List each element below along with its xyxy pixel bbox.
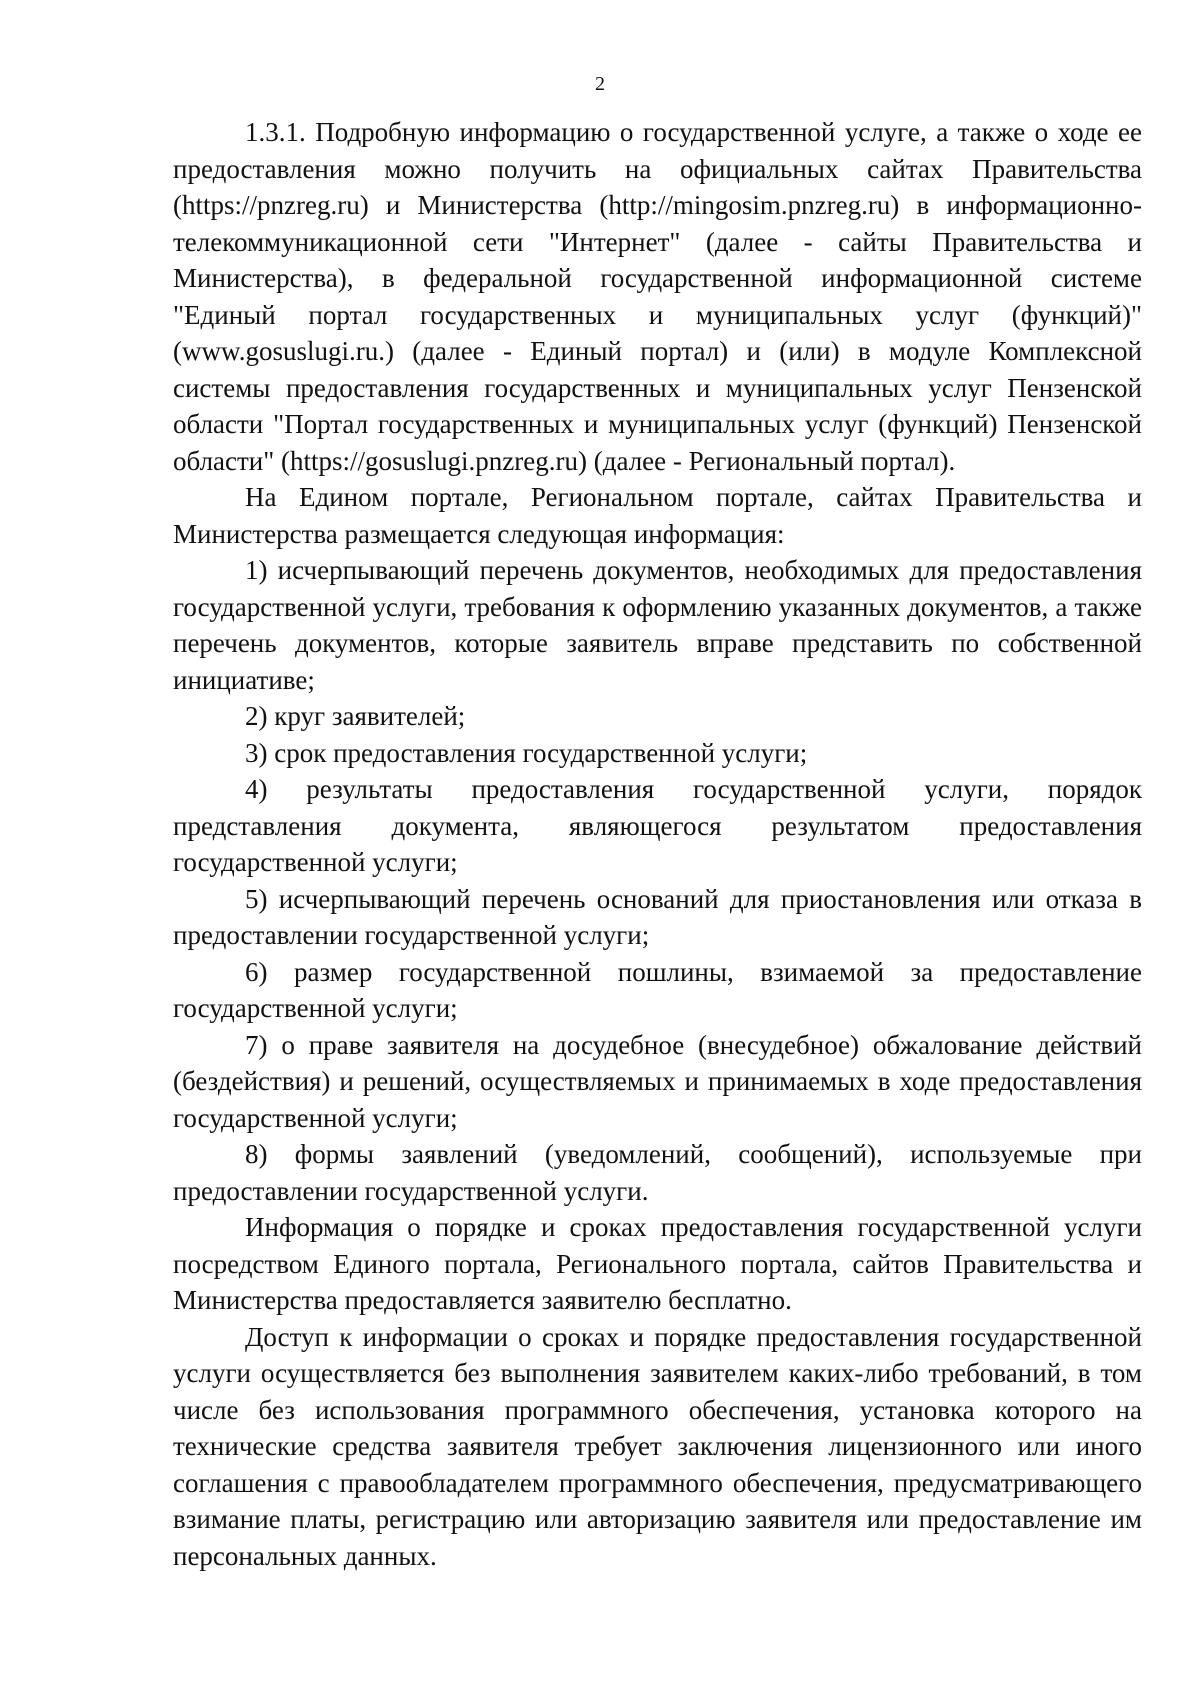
- paragraph-access: Доступ к информации о сроках и порядке предоставления государственной услуги осуществляется без выполнения заявителем каких-либо требований, в том числе без использования программного обеспечения, установка которого на технические средства заявителя требует заключения лицензионного или иного соглашения с правообладателем программного обеспечения, предусматривающего взимание платы, регистрацию или авторизацию заявителя или предоставление им персональных данных.: [173, 1321, 1142, 1571]
- document-body: [173, 114, 1142, 1574]
- list-item-6: 6) размер государственной пошлины, взимаемой за предоставление государственной услуги;: [173, 956, 1142, 1023]
- paragraph-info-intro: На Едином портале, Региональном портале, сайтах Правительства и Министерства размещается следующая информация:: [173, 482, 1142, 549]
- list-item-5: 5) исчерпывающий перечень оснований для приостановления или отказа в предоставлении государственной услуги;: [173, 883, 1142, 950]
- paragraph-free-info: Информация о порядке и сроках предоставления государственной услуги посредством Единого портала, Регионального портала, сайтов Правительства и Министерства предоставляется заявителю бесплатно.: [173, 1212, 1142, 1315]
- paragraph-1-3-1: 1.3.1. Подробную информацию о государственной услуге, а также о ходе ее предоставления можно получить на официальных сайтах Правительства (https://pnzreg.ru) и Министерства (http://mingosim.pnzreg.ru) в информационно-телекоммуникационной сети "Интернет" (далее - сайты Правительства и Министерства), в федеральной государственной информационной системе "Единый портал государственных и муниципальных услуг (функций)" (www.gosuslugi.ru.) (далее - Единый портал) и (или) в модуле Комплексной системы предоставления государственных и муниципальных услуг Пензенской области "Портал государственных и муниципальных услуг (функций) Пензенской области" (https://gosuslugi.pnzreg.ru) (далее - Региональный портал).: [173, 117, 1142, 476]
- list-item-4: 4) результаты предоставления государственной услуги, порядок представления документа, являющегося результатом предоставления государственной услуги;: [173, 774, 1142, 877]
- page-number: 2: [595, 73, 605, 95]
- list-item-2: 2) круг заявителей;: [245, 701, 466, 731]
- list-item-8: 8) формы заявлений (уведомлений, сообщений), используемые при предоставлении государственной услуги.: [173, 1139, 1142, 1206]
- list-item-3: 3) срок предоставления государственной услуги;: [245, 737, 808, 768]
- list-item-7: 7) о праве заявителя на досудебное (внесудебное) обжалование действий (бездействия) и решений, осуществляемых и принимаемых в ходе предоставления государственной услуги;: [173, 1029, 1142, 1133]
- list-item-1: 1) исчерпывающий перечень документов, необходимых для предоставления государственной услуги, требования к оформлению указанных документов, а также перечень документов, которые заявитель вправе представить по собственной инициативе;: [173, 555, 1142, 695]
